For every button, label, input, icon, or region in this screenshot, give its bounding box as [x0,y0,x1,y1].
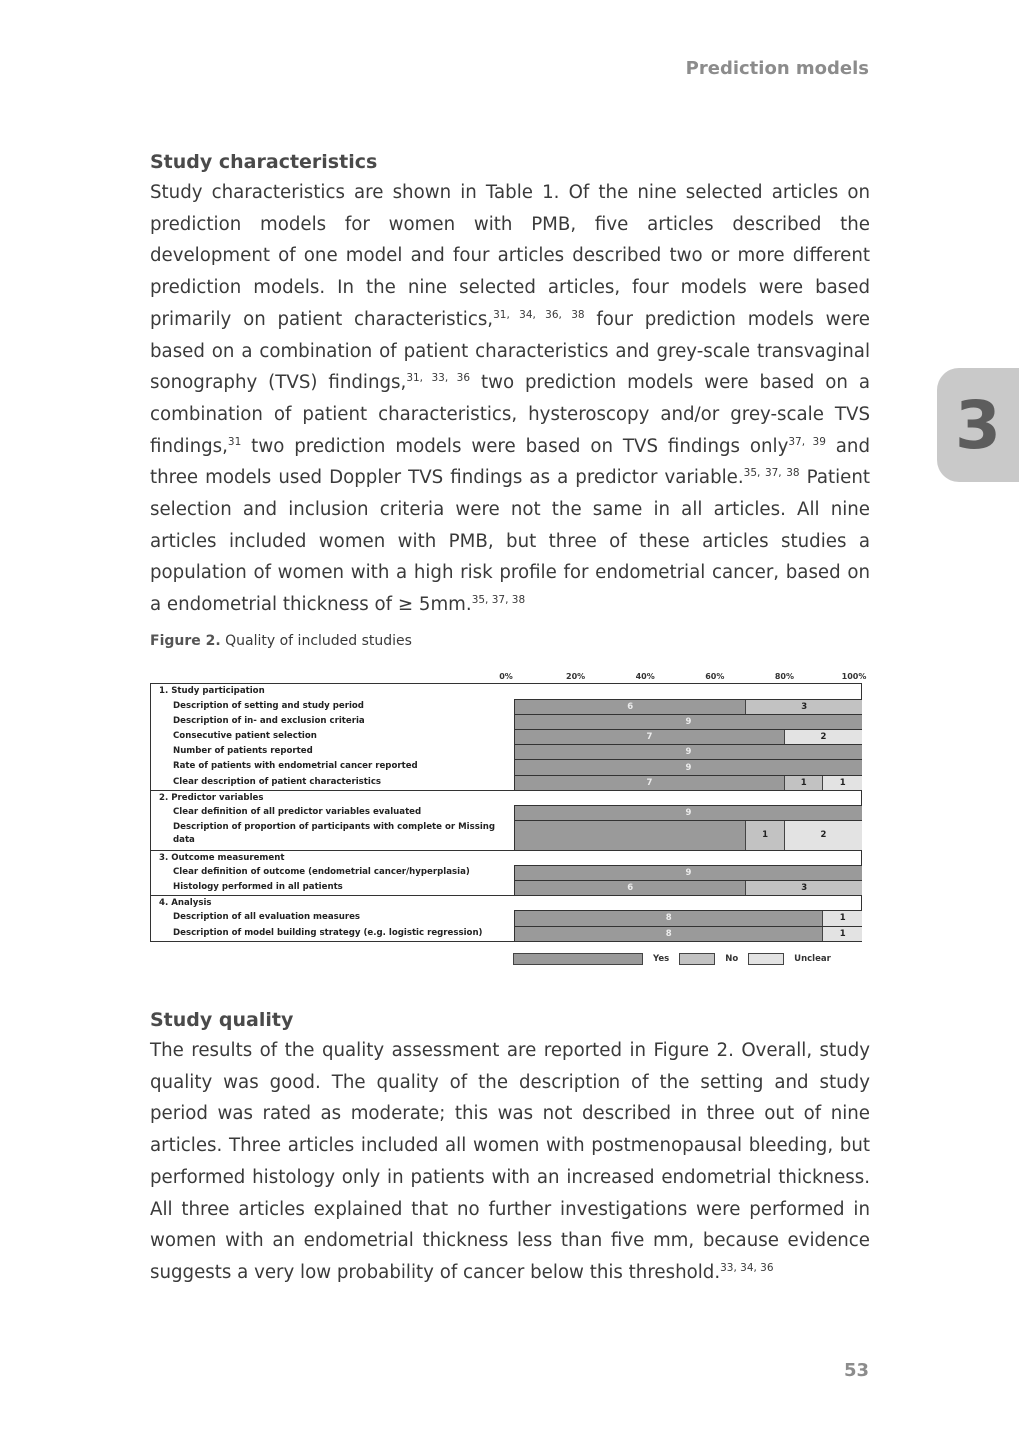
study-characteristics-section [150,151,870,621]
citation-superscript: 35, 37, 38 [743,467,800,480]
quality-chart [150,683,862,942]
chart-section-row [151,684,861,699]
bar-segment-unclear: 1 [823,776,862,790]
row-label: Description of setting and study period [173,701,364,712]
text-run: The results of the quality assessment are reported in Figure 2. Overall, study quality was good. The quality of the description of the setting and study period was rated as moderate; this was not described in three out of nine articles. Three articles included all women with postmenopausal bleeding, but performed histology only in patients with an increased endometrial thickness. All three articles explained that no further investigations were performed in women with an endometrial thickness less than five mm, because evidence suggests a very low probability of cancer below this threshold. [150,1040,870,1283]
stacked-bar [514,729,862,744]
stacked-bar [514,775,862,790]
x-tick-label: 100% [841,672,867,681]
page-number: 53 [843,1360,869,1381]
chart-row [151,699,861,714]
bar-segment-yes: 7 [515,730,785,744]
chart-row [151,880,861,895]
bar-segment-no: 3 [746,700,862,714]
row-label: Description of proportion of participants with complete or Missing data [173,821,496,846]
bar-segment-no: 1 [746,821,785,850]
chart-section-row [151,790,861,805]
citation-superscript: 35, 37, 38 [471,594,526,607]
row-label: 3. Outcome measurement [159,853,285,864]
bar-segment-yes [515,821,746,850]
row-label: Clear definition of outcome (endometrial cancer/hyperplasia) [173,867,470,878]
chapter-tab: 3 [937,368,1019,482]
bar-segment-unclear: 2 [785,821,862,850]
study-quality-section [150,1009,870,1289]
row-label: Description of model building strategy (e.g. logistic regression) [173,927,483,938]
bar-segment-yes: 8 [515,927,823,941]
bar-segment-yes: 6 [515,881,746,895]
x-tick-label: 80% [774,672,794,681]
chart-row [151,820,861,850]
bar-segment-yes: 8 [515,911,823,925]
text-run: two prediction models were based on a combination of patient characteristics, hysteroscopy and/or grey-scale TVS findings, [150,372,870,457]
body-paragraph [150,177,870,621]
stacked-bar [514,805,862,820]
x-tick-label: 20% [566,672,586,681]
legend-label: No [725,954,739,964]
section-heading: Study quality [150,1009,294,1031]
chart-row [151,926,861,941]
bar-segment-yes: 6 [515,700,746,714]
bar-segment-unclear: 1 [823,911,862,925]
figure-label: Figure 2. [150,633,221,649]
bar-segment-no: 1 [785,776,824,790]
stacked-bar [514,820,862,850]
text-run: Study characteristics are shown in Table 1. Of the nine selected articles on prediction models for women with PMB, five articles described the development of one model and four articles described two or more different prediction models. In the nine selected articles, four models were based primarily on patient characteristics, [150,182,870,330]
bar-segment-yes: 9 [515,745,862,759]
stacked-bar [514,880,862,895]
chart-row [151,865,861,880]
chart-row [151,714,861,729]
stacked-bar [514,699,862,714]
chart-row [151,744,861,759]
text-run: and three models used Doppler TVS findings as a predictor variable. [150,435,870,489]
stacked-bar [514,865,862,880]
row-label: Rate of patients with endometrial cancer reported [173,761,418,772]
chart-row [151,729,861,744]
stacked-bar [514,926,862,941]
x-tick-label: 60% [705,672,725,681]
chart-section-row [151,895,861,910]
citation-superscript: 31, 33, 36 [406,372,471,385]
running-header: Prediction models [685,58,869,79]
chart-row [151,910,861,925]
row-label: 4. Analysis [159,898,212,909]
figure-caption [150,633,412,649]
chart-row [151,759,861,774]
legend-label: Yes [653,954,670,964]
x-tick-label: 0% [499,672,513,681]
text-run: Patient selection and inclusion criteria were not the same in all articles. All nine articles included women with PMB, but three of these articles studies a population of women with a high risk profile for endometrial cancer, based on a endometrial thickness of ≥ 5mm. [150,467,871,616]
bar-segment-yes: 9 [515,715,862,729]
legend-swatch-unclear [748,953,784,965]
row-label: Histology performed in all patients [173,882,343,893]
body-paragraph [150,1035,870,1289]
row-label: Clear description of patient characteristics [173,776,382,787]
citation-superscript: 31, 34, 36, 38 [493,308,585,321]
stacked-bar [514,910,862,925]
figure-title: Quality of included studies [220,633,412,649]
legend-swatch-no [679,953,715,965]
legend-swatch-yes [513,953,643,965]
citation-superscript: 31 [227,435,242,448]
text-run: two prediction models were based on TVS findings only [241,435,789,457]
legend-label: Unclear [794,954,831,964]
row-label: Clear definition of all predictor variables evaluated [173,806,422,817]
bar-segment-yes: 9 [515,806,862,820]
citation-superscript: 37, 39 [788,435,826,448]
chart-row [151,775,861,790]
bar-segment-yes: 7 [515,776,785,790]
text-run: four prediction models were based on a combination of patient characteristics and grey-scale transvaginal sonography (TVS) findings, [150,308,870,394]
row-label: Description of all evaluation measures [173,912,361,923]
bar-segment-unclear: 1 [823,927,862,941]
row-label: Number of patients reported [173,746,313,757]
chart-row [151,805,861,820]
chart-section-row [151,850,861,865]
bar-segment-no: 3 [746,881,862,895]
bar-segment-yes: 9 [515,760,862,774]
row-label: 2. Predictor variables [159,792,264,803]
bar-segment-unclear: 2 [785,730,862,744]
stacked-bar [514,744,862,759]
stacked-bar [514,714,862,729]
stacked-bar [514,759,862,774]
row-label: Description of in- and exclusion criteria [173,716,365,727]
bar-segment-yes: 9 [515,866,862,880]
x-tick-label: 40% [635,672,655,681]
section-heading: Study characteristics [150,151,378,173]
row-label: 1. Study participation [159,686,265,696]
chart-legend [513,952,831,966]
row-label: Consecutive patient selection [173,731,317,742]
citation-superscript: 33, 34, 36 [720,1261,774,1274]
